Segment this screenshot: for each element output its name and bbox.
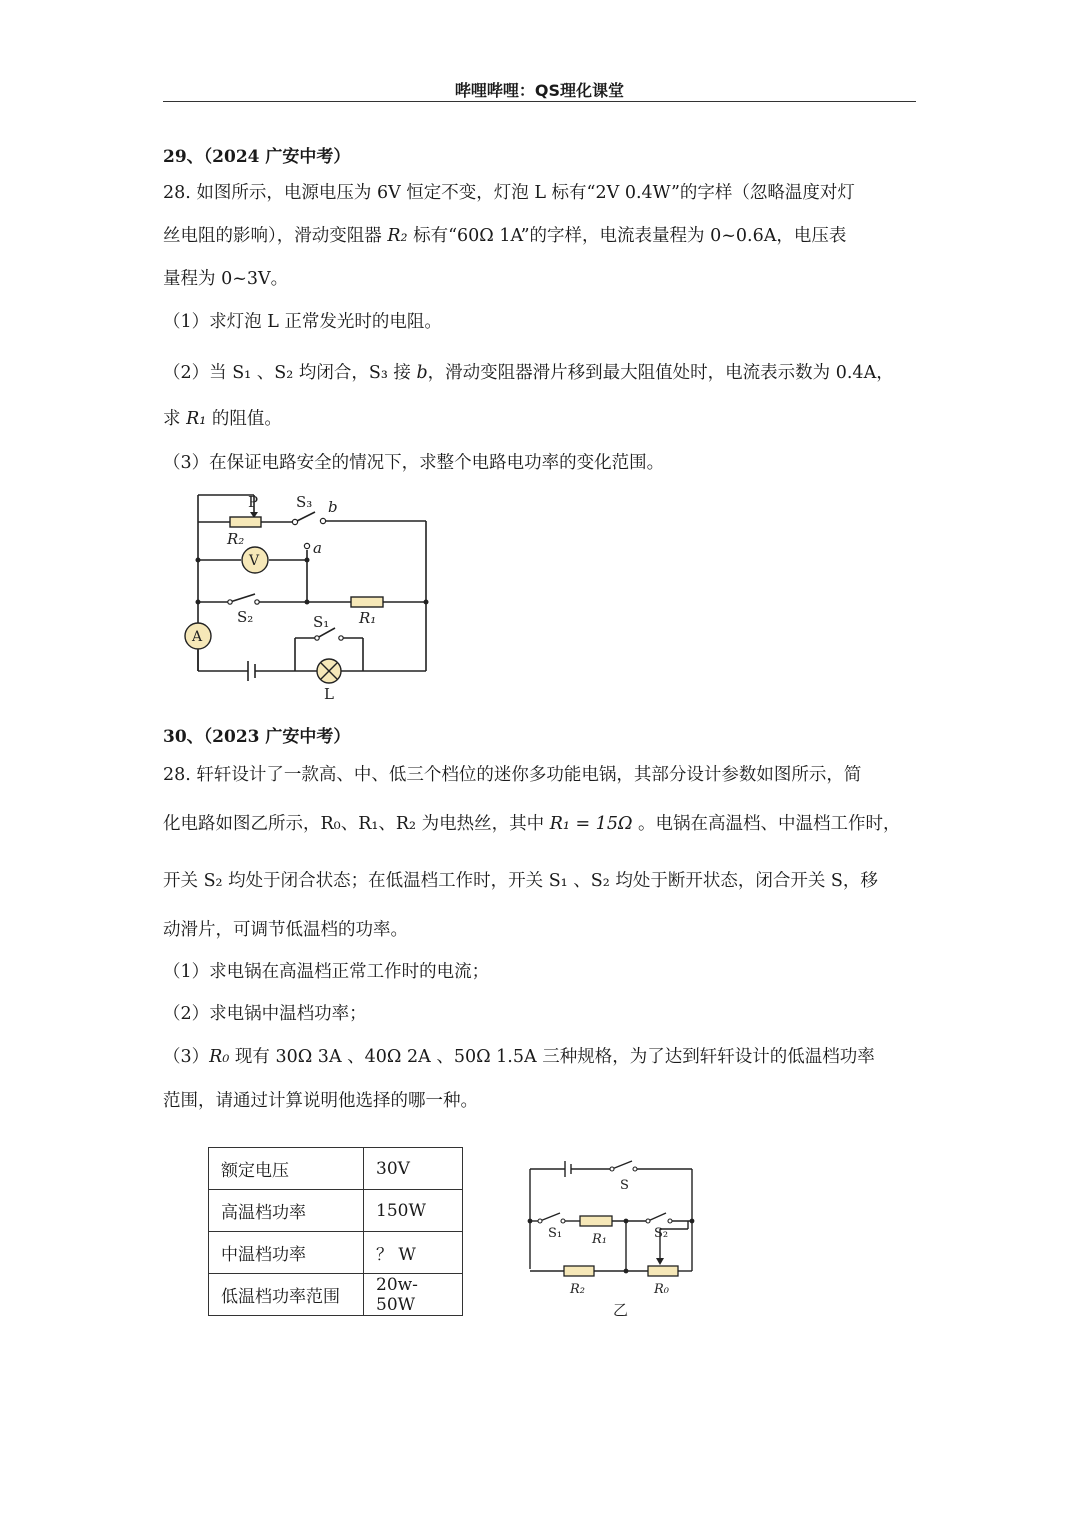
table-row: 中温档功率 ？ W	[209, 1232, 463, 1274]
label-a-meter: A	[192, 629, 203, 645]
header-rule	[163, 101, 916, 102]
label-a: a	[313, 539, 322, 557]
q30-line-3: 开关 S₂ 均处于闭合状态；在低温档工作时，开关 S₁ 、S₂ 均处于断开状态，闭合开关 S，移	[163, 871, 878, 891]
label-r1: R₁	[592, 1232, 607, 1247]
q30-part-3: （3）R₀ 现有 30Ω 3A 、40Ω 2A 、50Ω 1.5A 三种规格，为了达到轩轩设计的低温档功率	[163, 1047, 875, 1067]
label-p: P	[248, 493, 259, 511]
q29-part-2-cont: 求 R₁ 的阻值。	[163, 409, 282, 429]
q30-part-1: （1）求电锅在高温档正常工作时的电流；	[163, 962, 490, 982]
label-r2: R₂	[227, 530, 245, 548]
label-s1: S₁	[313, 613, 330, 631]
table-row: 额定电压 30V	[209, 1148, 463, 1190]
q30-line-4: 动滑片，可调节低温档的功率。	[163, 920, 408, 940]
label-s2: S₂	[654, 1226, 669, 1241]
q29-part-3: （3）在保证电路安全的情况下，求整个电路电功率的变化范围。	[163, 453, 665, 473]
r1-resistor	[580, 1216, 612, 1226]
q29-line-1: 28. 如图所示，电源电压为 6V 恒定不变，灯泡 L 标有“2V 0.4W”的字样（忽略温度对灯	[163, 183, 855, 203]
q30-circuit-diagram	[520, 1155, 710, 1325]
r1-resistor	[351, 597, 383, 607]
q29-part-1: （1）求灯泡 L 正常发光时的电阻。	[163, 312, 442, 332]
label-s: S	[620, 1178, 629, 1193]
label-s2: S₂	[237, 608, 254, 626]
q29-line-3: 量程为 0~3V。	[163, 269, 289, 289]
q29-part-2: （2）当 S₁ 、S₂ 均闭合，S₃ 接 b，滑动变阻器滑片移到最大阻值处时，电流表示数为 0.4A，	[163, 363, 894, 383]
slider-arrow-icon	[656, 1258, 664, 1265]
page-header: 哔哩哔哩：QS理化课堂	[454, 81, 625, 100]
label-r1: R₁	[359, 609, 377, 627]
table-row: 高温档功率 150W	[209, 1190, 463, 1232]
q30-part-2: （2）求电锅中温档功率；	[163, 1004, 367, 1024]
label-s1: S₁	[548, 1226, 563, 1241]
label-r2: R₂	[570, 1282, 585, 1297]
r1-equation: R₁ = 15Ω	[549, 814, 633, 834]
q30-heading: 30、（2023 广安中考）	[163, 727, 351, 747]
r2-symbol: R₂	[387, 226, 408, 246]
r2-resistor	[230, 517, 261, 527]
r0-resistor	[648, 1266, 678, 1276]
q30-part-3-cont: 范围，请通过计算说明他选择的哪一种。	[163, 1091, 478, 1111]
q29-heading: 29、（2024 广安中考）	[163, 147, 351, 167]
label-s3: S₃	[296, 493, 313, 511]
q30-line-1: 28. 轩轩设计了一款高、中、低三个档位的迷你多功能电锅，其部分设计参数如图所示，简	[163, 765, 862, 785]
table-row: 低温档功率范围 20w-50W	[209, 1274, 463, 1316]
label-r0: R₀	[654, 1282, 669, 1297]
figure-caption: 乙	[613, 1301, 629, 1319]
label-l: L	[324, 685, 334, 703]
parameter-table	[208, 1147, 463, 1316]
q29-circuit-diagram	[175, 490, 445, 705]
r2-resistor	[564, 1266, 594, 1276]
label-v: V	[249, 553, 260, 569]
label-b: b	[328, 498, 338, 516]
q29-line-2: 丝电阻的影响），滑动变阻器 R₂ 标有“60Ω 1A”的字样，电流表量程为 0~0.6A，电压表	[163, 226, 847, 246]
q30-line-2: 化电路如图乙所示，R₀、R₁、R₂ 为电热丝，其中 R₁ = 15Ω 。电锅在高温档、中温档工作时，	[163, 814, 901, 834]
